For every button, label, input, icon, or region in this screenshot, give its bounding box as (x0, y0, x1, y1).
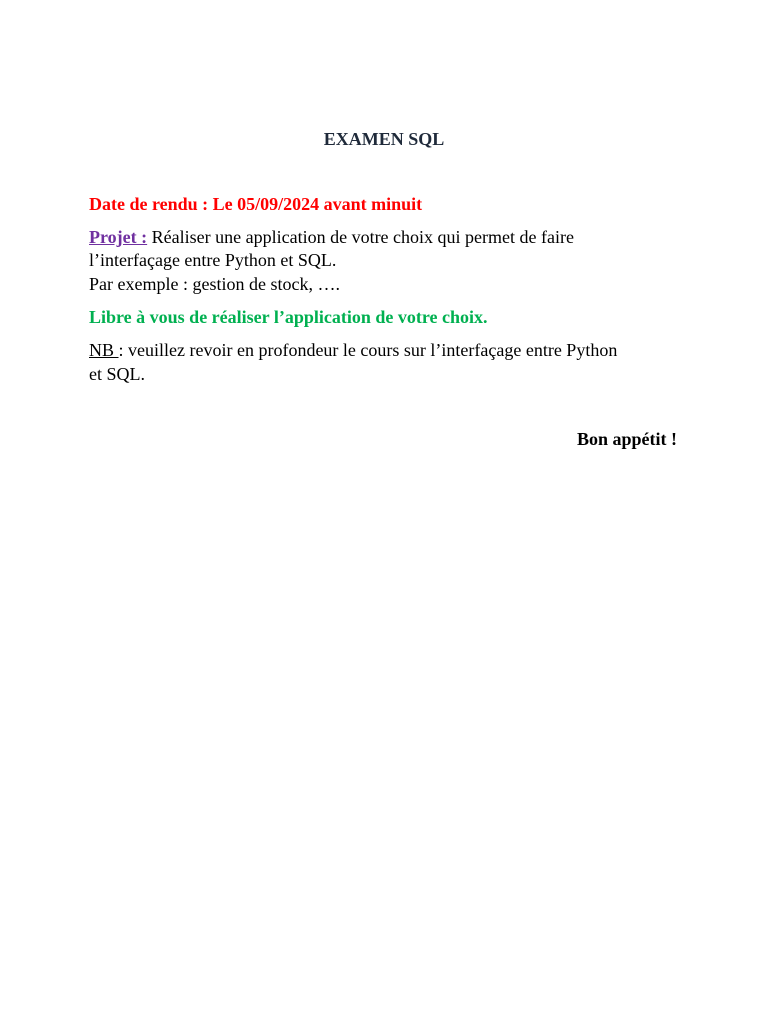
nb-text-start: : veuillez revoir en profondeur le cours sur l’interfaçage entre Python (118, 340, 618, 360)
nb-line-1 (89, 339, 689, 362)
signoff: Bon appétit ! (576, 429, 677, 449)
project-description-start: Réaliser une application de votre choix qui permet de faire (147, 227, 574, 247)
project-line-1 (89, 226, 689, 249)
deadline-line: Date de rendu : Le 05/09/2024 avant minuit (89, 194, 423, 214)
nb-label: NB (89, 340, 119, 360)
project-line-2: l’interfaçage entre Python et SQL. (89, 250, 337, 270)
document-title: EXAMEN SQL (323, 129, 445, 149)
nb-line-2: et SQL. (89, 364, 145, 384)
freedom-line: Libre à vous de réaliser l’application de votre choix. (89, 307, 488, 327)
project-label: Projet : (89, 227, 148, 247)
project-example-line: Par exemple : gestion de stock, …. (89, 274, 340, 294)
